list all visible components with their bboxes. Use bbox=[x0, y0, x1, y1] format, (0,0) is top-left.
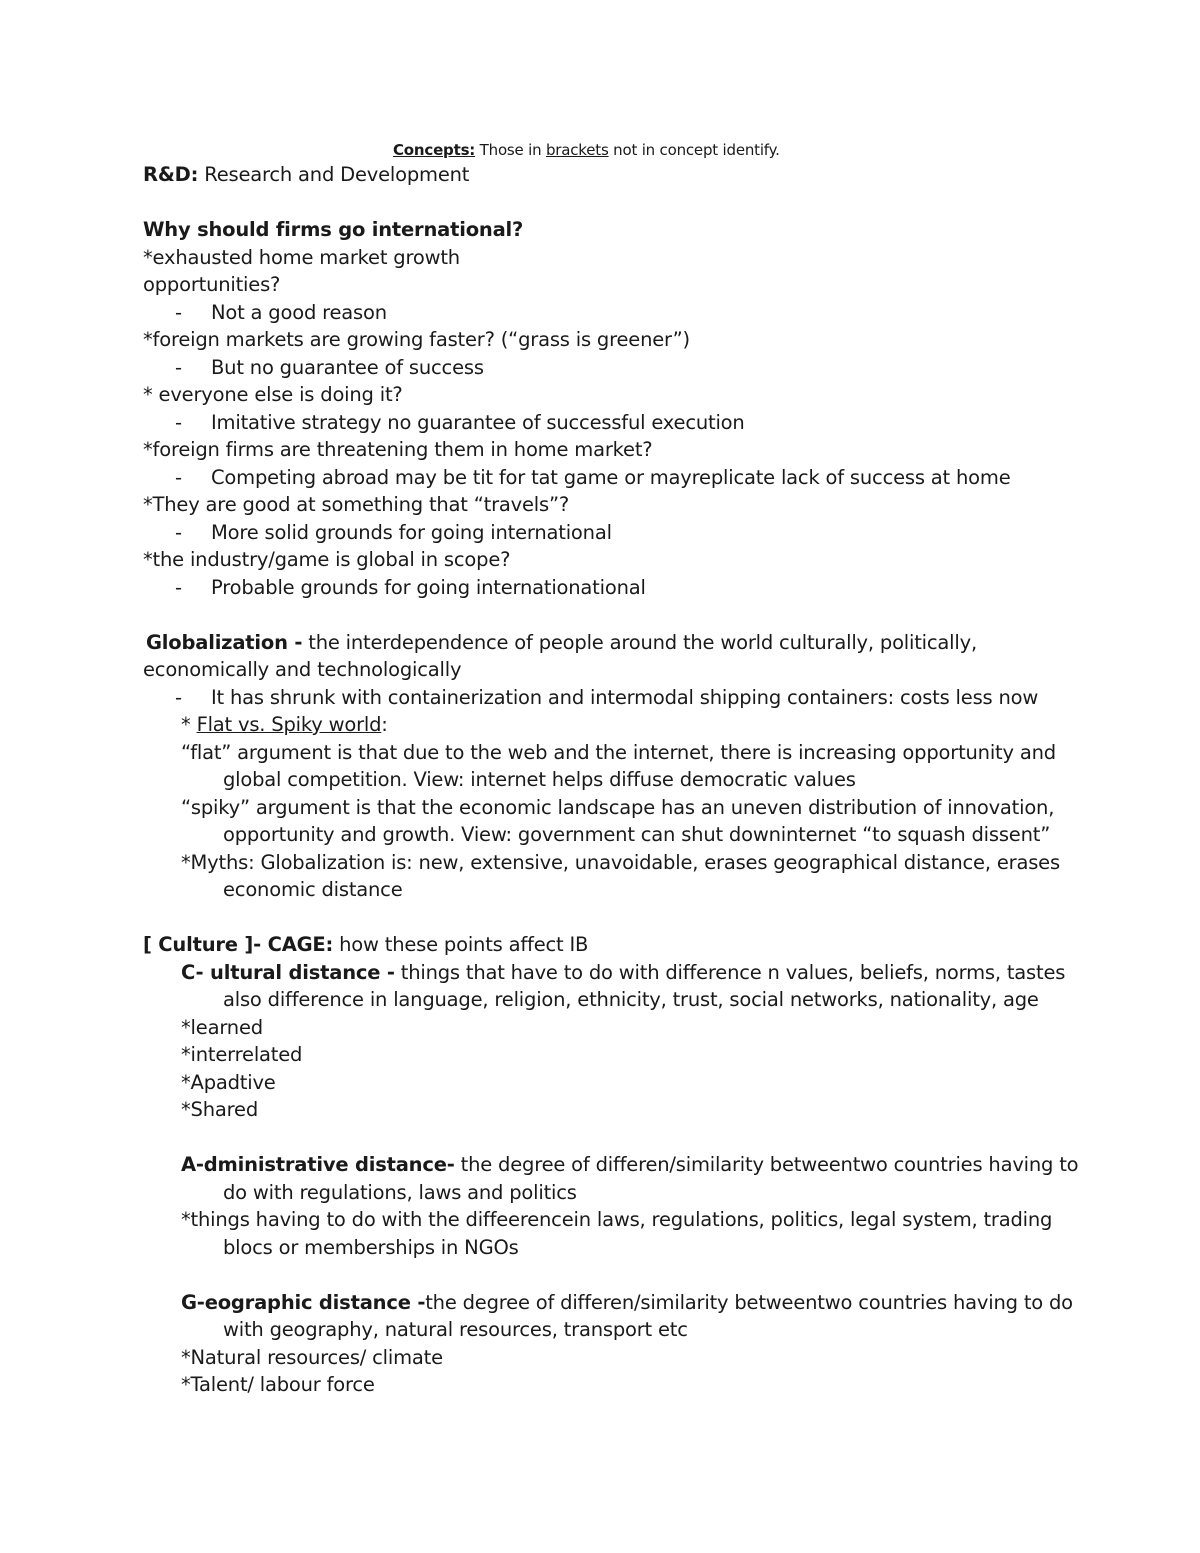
asterisk: * bbox=[181, 713, 191, 736]
why-question: *foreign firms are threatening them in home market? bbox=[143, 438, 653, 461]
cultural-item: *Shared bbox=[181, 1098, 258, 1121]
concepts-intro-end: not in concept identify. bbox=[613, 141, 780, 159]
cultural-distance bbox=[181, 961, 1065, 985]
why-answer: Not a good reason bbox=[211, 301, 387, 324]
flat-argument: “flat” argument is that due to the web and the internet, there is increasing opportunity and bbox=[181, 741, 1056, 764]
why-question: *exhausted home market growth bbox=[143, 246, 460, 269]
administrative-distance bbox=[181, 1153, 1078, 1177]
why-question: *foreign markets are growing faster? (“grass is greener”) bbox=[143, 328, 690, 351]
rd-term: R&D: bbox=[143, 163, 199, 186]
concepts-label: Concepts: bbox=[393, 141, 476, 159]
rd-text: Research and Development bbox=[204, 163, 470, 186]
brackets-word: brackets bbox=[545, 141, 609, 159]
admin-def: the degree of differen/similarity betweentwo countries having to bbox=[460, 1153, 1079, 1176]
spiky-argument-cont: opportunity and growth. View: government can shut downinternet “to squash dissent” bbox=[223, 823, 1051, 846]
geo-def-cont: with geography, natural resources, transport etc bbox=[223, 1318, 688, 1341]
flat-spiky-title: Flat vs. Spiky world bbox=[196, 713, 382, 736]
why-answer: But no guarantee of success bbox=[211, 356, 484, 379]
colon: : bbox=[381, 713, 388, 736]
why-question-cont: opportunities? bbox=[143, 273, 281, 296]
rd-definition bbox=[143, 163, 469, 187]
cultural-def-cont: also difference in language, religion, ethnicity, trust, social networks, nationality, age bbox=[223, 988, 1039, 1011]
concepts-header bbox=[393, 139, 780, 161]
geo-item: *Talent/ labour force bbox=[181, 1373, 375, 1396]
concepts-intro: Those in bbox=[479, 141, 542, 159]
why-answer: Imitative strategy no guarantee of successful execution bbox=[211, 411, 745, 434]
dash-bullet: - bbox=[175, 301, 182, 324]
dash-bullet: - bbox=[175, 356, 182, 379]
cultural-def: things that have to do with difference n values, beliefs, norms, tastes bbox=[400, 961, 1066, 984]
geo-def: the degree of differen/similarity betweentwo countries having to do bbox=[425, 1291, 1073, 1314]
globalization-definition bbox=[146, 631, 977, 655]
globalization-def: the interdependence of people around the world culturally, politically, bbox=[308, 631, 977, 654]
dash-bullet: - bbox=[175, 576, 182, 599]
cultural-item: *interrelated bbox=[181, 1043, 303, 1066]
geo-term: G-eographic distance - bbox=[181, 1291, 426, 1314]
globalization-term: Globalization - bbox=[146, 631, 303, 654]
flat-argument-cont: global competition. View: internet helps diffuse democratic values bbox=[223, 768, 856, 791]
dash-bullet: - bbox=[175, 521, 182, 544]
globalization-def-cont: economically and technologically bbox=[143, 658, 462, 681]
why-answer: Probable grounds for going internationational bbox=[211, 576, 646, 599]
dash-bullet: - bbox=[175, 466, 182, 489]
cultural-item: *learned bbox=[181, 1016, 263, 1039]
spiky-argument: “spiky” argument is that the economic landscape has an uneven distribution of innovation, bbox=[181, 796, 1055, 819]
why-heading: Why should firms go international? bbox=[143, 218, 524, 241]
cage-heading-rest: how these points affect IB bbox=[339, 933, 589, 956]
why-question: * everyone else is doing it? bbox=[143, 383, 403, 406]
dash-bullet: - bbox=[175, 686, 182, 709]
flat-spiky-heading bbox=[181, 713, 388, 737]
cultural-item: *Apadtive bbox=[181, 1071, 276, 1094]
myths-line-cont: economic distance bbox=[223, 878, 403, 901]
geo-item: *Natural resources/ climate bbox=[181, 1346, 443, 1369]
admin-term: A-dministrative distance- bbox=[181, 1153, 455, 1176]
cage-heading bbox=[143, 933, 588, 957]
admin-note-cont: blocs or memberships in NGOs bbox=[223, 1236, 519, 1259]
why-answer: More solid grounds for going international bbox=[211, 521, 612, 544]
geographic-distance bbox=[181, 1291, 1073, 1315]
cultural-term: C- ultural distance - bbox=[181, 961, 395, 984]
why-answer: Competing abroad may be tit for tat game or mayreplicate lack of success at home bbox=[211, 466, 1011, 489]
myths-line: *Myths: Globalization is: new, extensive, unavoidable, erases geographical distance, erases bbox=[181, 851, 1060, 874]
admin-note: *things having to do with the diffeerencein laws, regulations, politics, legal system, trading bbox=[181, 1208, 1053, 1231]
admin-def-cont: do with regulations, laws and politics bbox=[223, 1181, 577, 1204]
dash-bullet: - bbox=[175, 411, 182, 434]
cage-heading-bold: [ Culture ]- CAGE: bbox=[143, 933, 334, 956]
why-question: *They are good at something that “travels”? bbox=[143, 493, 570, 516]
globalization-bullet: It has shrunk with containerization and intermodal shipping containers: costs less now bbox=[211, 686, 1039, 709]
why-question: *the industry/game is global in scope? bbox=[143, 548, 511, 571]
